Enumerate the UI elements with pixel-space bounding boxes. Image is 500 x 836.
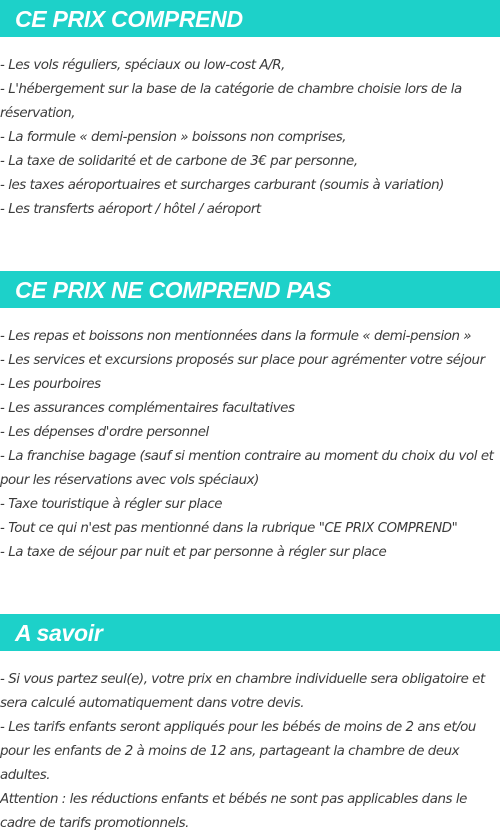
- section-title: CE PRIX COMPREND: [15, 5, 243, 32]
- list-item: - Les transferts aéroport / hôtel / aéroport: [0, 202, 261, 217]
- section-header: [0, 271, 500, 308]
- list-item: - La taxe de solidarité et de carbone de 3€ par personne,: [0, 154, 358, 169]
- section-ce-prix-ne-comprend-pas: [0, 271, 500, 565]
- list-item: Attention : les réductions enfants et bébés ne sont pas applicables dans le cadre de tarifs promotionnels.: [0, 792, 467, 831]
- list-item: - La formule « demi-pension » boissons non comprises,: [0, 130, 347, 145]
- list-item: - Tout ce qui n'est pas mentionné dans la rubrique "CE PRIX COMPREND": [0, 521, 458, 536]
- list-item: - Les pourboires: [0, 377, 101, 392]
- section-title: A savoir: [15, 619, 103, 646]
- list-item: - Les vols réguliers, spéciaux ou low-cost A/R,: [0, 58, 285, 73]
- section-title: CE PRIX NE COMPREND PAS: [15, 276, 331, 303]
- list-item: - Les dépenses d'ordre personnel: [0, 425, 209, 440]
- list-item: - L'hébergement sur la base de la catégorie de chambre choisie lors de la réservation,: [0, 82, 462, 121]
- list-item: - Les assurances complémentaires facultatives: [0, 401, 295, 416]
- list-item: - Les repas et boissons non mentionnées dans la formule « demi-pension »: [0, 329, 472, 344]
- included-list: [0, 54, 500, 222]
- section-header: [0, 614, 500, 651]
- list-item: - La taxe de séjour par nuit et par personne à régler sur place: [0, 545, 387, 560]
- section-ce-prix-comprend: [0, 0, 500, 222]
- list-item: - Si vous partez seul(e), votre prix en chambre individuelle sera obligatoire et sera calculé automatiquement dans votre devis.: [0, 672, 485, 711]
- list-item: - Les services et excursions proposés sur place pour agrémenter votre séjour: [0, 353, 485, 368]
- section-a-savoir: [0, 614, 500, 836]
- list-item: - Les tarifs enfants seront appliqués pour les bébés de moins de 2 ans et/ou pour les enfants de 2 à moins de 12 ans, partageant la chambre de deux adultes.: [0, 720, 476, 783]
- list-item: - La franchise bagage (sauf si mention contraire au moment du choix du vol et pour les réservations avec vols spéciaux): [0, 449, 494, 488]
- excluded-list: [0, 325, 500, 565]
- info-list: [0, 668, 500, 836]
- list-item: - les taxes aéroportuaires et surcharges carburant (soumis à variation): [0, 178, 444, 193]
- list-item: - Taxe touristique à régler sur place: [0, 497, 223, 512]
- section-header: [0, 0, 500, 37]
